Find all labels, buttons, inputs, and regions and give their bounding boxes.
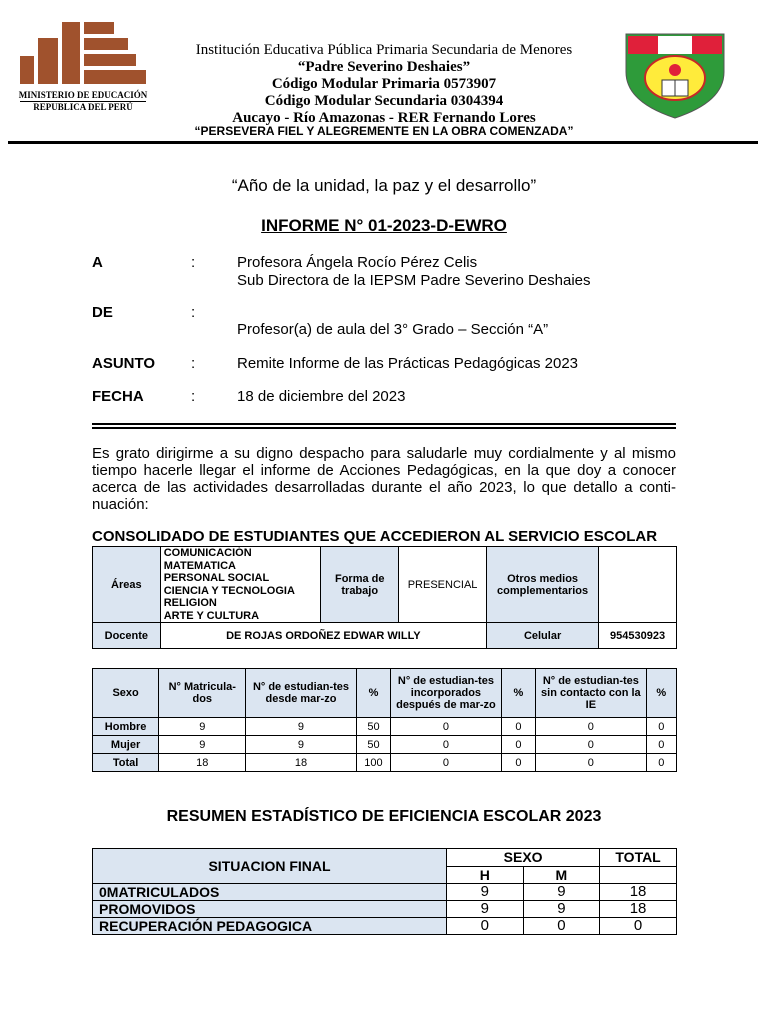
h-header: H <box>447 866 524 884</box>
school-motto: “PERSEVERA FIEL Y ALEGREMENTE EN LA OBRA COMENZADA” <box>194 124 574 138</box>
areas-list <box>160 547 321 623</box>
date-colon: : <box>191 388 196 405</box>
row-label: PROMOVIDOS <box>93 901 447 918</box>
header-cell: % <box>646 669 677 718</box>
m-header: M <box>523 866 600 884</box>
total-header: TOTAL <box>600 849 677 867</box>
area-item: COMUNICACIÓN <box>163 547 252 559</box>
phone-label: Celular <box>487 623 599 649</box>
work-form-value: PRESENCIAL <box>399 547 487 623</box>
summary-title: RESUMEN ESTADÍSTICO DE EFICIENCIA ESCOLAR 2023 <box>166 808 602 825</box>
ministry-logo <box>20 22 146 84</box>
cell: 18 <box>246 754 356 772</box>
area-item: ARTE Y CULTURA <box>163 609 260 622</box>
teacher-value: DE ROJAS ORDOÑEZ EDWAR WILLY <box>160 623 486 649</box>
to-value-line-1: Profesora Ángela Rocío Pérez Celis <box>237 254 478 271</box>
to-label: A <box>92 254 103 271</box>
from-label: DE <box>92 304 113 321</box>
table-row <box>93 718 677 736</box>
school-shield-emblem <box>624 32 726 120</box>
cell: 18 <box>159 754 246 772</box>
other-media-value <box>599 547 677 623</box>
header-cell: N° de estudian-tes incorporados después de mar-zo <box>391 669 501 718</box>
subject-colon: : <box>191 355 196 372</box>
ministry-line-2: REPUBLICA DEL PERÚ <box>20 101 146 113</box>
cell: 0 <box>536 718 646 736</box>
cell: 0 <box>646 736 677 754</box>
blank-cell <box>600 866 677 884</box>
location: Aucayo - Río Amazonas - RER Fernando Lores <box>232 110 536 126</box>
row-label: Total <box>93 754 159 772</box>
sex-header: SEXO <box>447 849 600 867</box>
cell: 9 <box>523 884 600 901</box>
other-media-label: Otros medios complementarios <box>487 547 599 623</box>
table-row <box>93 918 677 935</box>
table-row <box>93 736 677 754</box>
cell: 0 <box>646 754 677 772</box>
from-value: Profesor(a) de aula del 3° Grado – Sección “A” <box>237 321 549 338</box>
to-value-line-2: Sub Directora de la IEPSM Padre Severino Deshaies <box>237 272 591 289</box>
year-slogan: “Año de la unidad, la paz y el desarrollo” <box>231 176 537 195</box>
info-table <box>92 546 677 649</box>
cell: 18 <box>600 884 677 901</box>
cell: 0 <box>646 718 677 736</box>
enrollment-table <box>92 668 677 772</box>
area-item: CIENCIA Y TECNOLOGIA <box>163 584 295 597</box>
ministry-line-1: MINISTERIO DE EDUCACIÓN <box>18 90 148 100</box>
cell: 0 <box>536 736 646 754</box>
cell: 0 <box>391 736 501 754</box>
header-cell: N° Matricula-dos <box>159 669 246 718</box>
cell: 9 <box>246 736 356 754</box>
cell: 0 <box>536 754 646 772</box>
cell: 0 <box>600 918 677 935</box>
header-cell: % <box>501 669 536 718</box>
to-value <box>237 254 591 290</box>
school-name: “Padre Severino Deshaies” <box>297 59 471 75</box>
report-title: INFORME N° 01-2023-D-EWRO <box>261 216 507 235</box>
section-title: CONSOLIDADO DE ESTUDIANTES QUE ACCEDIERON AL SERVICIO ESCOLAR <box>92 528 658 545</box>
phone-value: 954530923 <box>599 623 677 649</box>
row-label: Mujer <box>93 736 159 754</box>
intro-paragraph: Es grato dirigirme a su digno despacho para saludarle muy cordialmente y al mismo tiempo hacerle llegar el informe de Acciones Pedagógicas, en la que doy a conocer acerca de las actividades desarrolladas durante el año 2023, lo que detallo a conti-nuación: <box>92 445 676 513</box>
from-colon: : <box>191 304 196 321</box>
area-item: RELIGION <box>163 597 217 609</box>
row-label: 0MATRICULADOS <box>93 884 447 901</box>
subject-value: Remite Informe de las Prácticas Pedagógicas 2023 <box>237 355 579 372</box>
cell: 0 <box>501 718 536 736</box>
code-primary: Código Modular Primaria 0573907 <box>271 76 497 92</box>
table-row <box>93 901 677 918</box>
to-colon: : <box>191 254 196 271</box>
cell: 0 <box>501 754 536 772</box>
row-label: RECUPERACIÓN PEDAGOGICA <box>93 918 447 935</box>
header-cell: N° de estudian-tes desde mar-zo <box>246 669 356 718</box>
cell: 9 <box>159 718 246 736</box>
header-cell: N° de estudian-tes sin contacto con la IE <box>536 669 646 718</box>
situation-header: SITUACION FINAL <box>93 849 447 884</box>
table-row <box>93 884 677 901</box>
table-row <box>93 754 677 772</box>
cell: 9 <box>447 901 524 918</box>
summary-table <box>92 848 677 935</box>
header-divider <box>8 141 758 144</box>
institution-header <box>160 42 608 127</box>
work-form-label: Forma de trabajo <box>321 547 399 623</box>
cell: 0 <box>447 918 524 935</box>
cell: 0 <box>523 918 600 935</box>
cell: 18 <box>600 901 677 918</box>
institution-name: Institución Educativa Pública Primaria Secundaria de Menores <box>195 42 573 58</box>
subject-label: ASUNTO <box>92 355 156 372</box>
ministry-caption <box>10 90 156 113</box>
cell: 0 <box>501 736 536 754</box>
cell: 0 <box>391 718 501 736</box>
code-secondary: Código Modular Secundaria 0304394 <box>264 93 504 109</box>
header-cell: Sexo <box>93 669 159 718</box>
cell: 9 <box>523 901 600 918</box>
date-label: FECHA <box>92 388 144 405</box>
cell: 9 <box>447 884 524 901</box>
areas-label: Áreas <box>93 547 161 623</box>
row-label: Hombre <box>93 718 159 736</box>
cell: 9 <box>246 718 356 736</box>
cell: 50 <box>356 718 391 736</box>
teacher-label: Docente <box>93 623 161 649</box>
header-cell: % <box>356 669 391 718</box>
date-value: 18 de diciembre del 2023 <box>237 388 406 405</box>
cell: 0 <box>391 754 501 772</box>
area-item: MATEMATICA <box>163 559 236 572</box>
cell: 9 <box>159 736 246 754</box>
cell: 50 <box>356 736 391 754</box>
area-item: PERSONAL SOCIAL <box>163 572 270 584</box>
cell: 100 <box>356 754 391 772</box>
section-divider <box>92 423 676 429</box>
